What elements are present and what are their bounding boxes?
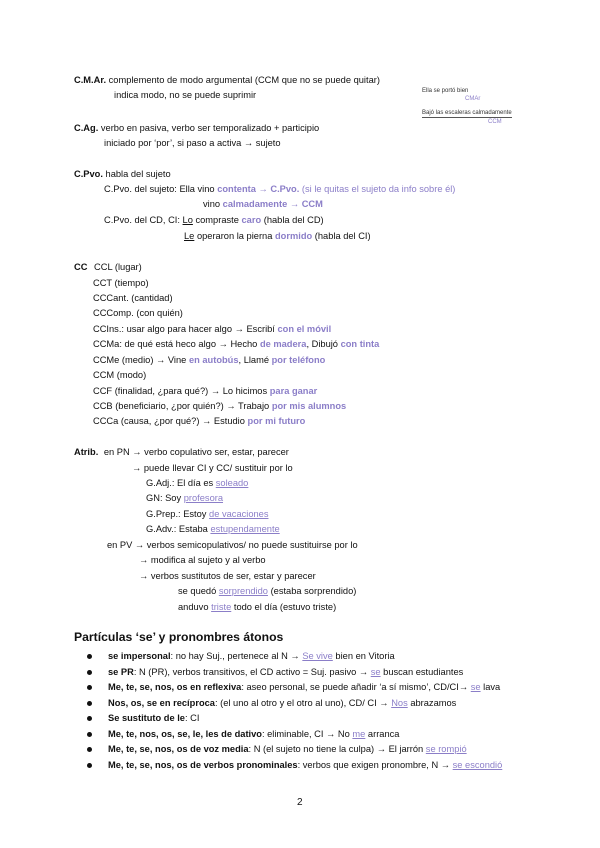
sidenote-tag-2: CCM (488, 119, 502, 125)
cag-label: C.Ag. (74, 123, 99, 133)
particulas-title: Partículas ‘se’ y pronombres átonos (74, 630, 284, 644)
cc-label: CC (74, 262, 88, 272)
list-item: Me, te, se, nos, os en reflexiva: aseo personal, se puede añadir ‘a sí mismo’, CD/CI→ se lava (108, 682, 501, 692)
bullet-icon (87, 685, 92, 690)
bullet-icon (87, 654, 92, 659)
cpvo-ci: Le operaron la pierna dormido (habla del CI) (184, 231, 371, 241)
list-item: se PR: N (PR), verbos transitivos, el CD activo = Suj. pasivo → se buscan estudiantes (108, 667, 464, 677)
atrib-gn: GN: Soy profesora (146, 493, 224, 503)
cc-ccma: CCMa: de qué está heco algo → Hecho de madera, Dibujó con tinta (93, 339, 380, 349)
bullet-icon (87, 763, 92, 768)
sidenote-line-1: Ella se portó bien (422, 88, 469, 94)
cc-cccant: CCCant. (cantidad) (93, 293, 173, 303)
cpvo-sujeto-2: vino calmadamente → CCM (203, 199, 323, 209)
atrib-pn: Atrib. en PN → verbo copulativo ser, estar, parecer (74, 447, 289, 457)
atrib-pn-2: → puede llevar CI y CC/ sustituir por lo (132, 463, 293, 473)
cpvo-line: C.Pvo. habla del sujeto (74, 169, 171, 179)
atrib-label: Atrib. (74, 447, 99, 457)
page-number: 2 (297, 797, 303, 808)
bullet-icon (87, 701, 92, 706)
atrib-gadv: G.Adv.: Estaba estupendamente (146, 524, 280, 534)
atrib-ex-1: se quedó sorprendido (estaba sorprendido) (178, 586, 357, 596)
cc-ccb: CCB (beneficiario, ¿por quién?) → Trabajo por mis alumnos (93, 401, 347, 411)
sidenote-line-2: Bajó las escaleras calmadamente (422, 110, 512, 116)
atrib-gprep: G.Prep.: Estoy de vacaciones (146, 509, 269, 519)
bullet-icon (87, 670, 92, 675)
cc-ccm: CCM (modo) (93, 370, 147, 380)
cmar-line-2: indica modo, no se puede suprimir (114, 90, 257, 100)
bullet-icon (87, 747, 92, 752)
cpvo-sujeto: C.Pvo. del sujeto: Ella vino contenta → C.Pvo. (si le quitas el sujeto da info sobre él) (104, 184, 456, 194)
bullet-icon (87, 716, 92, 721)
cc-cct: CCT (tiempo) (93, 278, 149, 288)
list-item: Se sustituto de le: CI (108, 713, 200, 723)
atrib-gadj: G.Adj.: El día es soleado (146, 478, 249, 488)
cag-line-1: C.Ag. verbo en pasiva, verbo ser temporalizado + participio (74, 123, 320, 133)
atrib-pv: en PV → verbos semicopulativos/ no puede sustituirse por lo (107, 540, 358, 550)
cag-line-2: iniciado por ‘por’, si paso a activa → sujeto (104, 138, 281, 148)
atrib-pv-3: → verbos sustitutos de ser, estar y parecer (139, 571, 316, 581)
cc-ccme: CCMe (medio) → Vine en autobús, Llamé por teléfono (93, 355, 326, 365)
cpvo-cd: C.Pvo. del CD, CI: Lo compraste caro (habla del CD) (104, 215, 324, 225)
cmar-line-1: C.M.Ar. complemento de modo argumental (CCM que no se puede quitar) (74, 75, 380, 85)
list-item: se impersonal: no hay Suj., pertenece al N → Se vive bien en Vitoria (108, 651, 395, 661)
cmar-label: C.M.Ar. (74, 75, 107, 85)
cc-line: CC CCL (lugar) (74, 262, 142, 272)
atrib-ex-2: anduvo triste todo el día (estuvo triste) (178, 602, 337, 612)
cpvo-label: C.Pvo. (74, 169, 103, 179)
atrib-pv-2: → modifica al sujeto y al verbo (139, 555, 266, 565)
list-item: Me, te, se, nos, os de verbos pronominales: verbos que exigen pronombre, N → se escondió (108, 760, 503, 770)
cc-ccins: CCIns.: usar algo para hacer algo → Escribí con el móvil (93, 324, 332, 334)
bullet-icon (87, 732, 92, 737)
sidenote-tag-1: CMAr (465, 96, 481, 102)
list-item: Nos, os, se en recíproca: (el uno al otro y el otro al uno), CD/ CI → Nos abrazamos (108, 698, 457, 708)
cc-ccf: CCF (finalidad, ¿para qué?) → Lo hicimos para ganar (93, 386, 318, 396)
list-item: Me, te, se, nos, os de voz media: N (el sujeto no tiene la culpa) → El jarrón se rompió (108, 744, 467, 754)
cc-cccomp: CCComp. (con quién) (93, 308, 183, 318)
list-item: Me, te, nos, os, se, le, les de dativo: eliminable, CI → No me arranca (108, 729, 400, 739)
cc-ccca: CCCa (causa, ¿por qué?) → Estudio por mi futuro (93, 416, 306, 426)
